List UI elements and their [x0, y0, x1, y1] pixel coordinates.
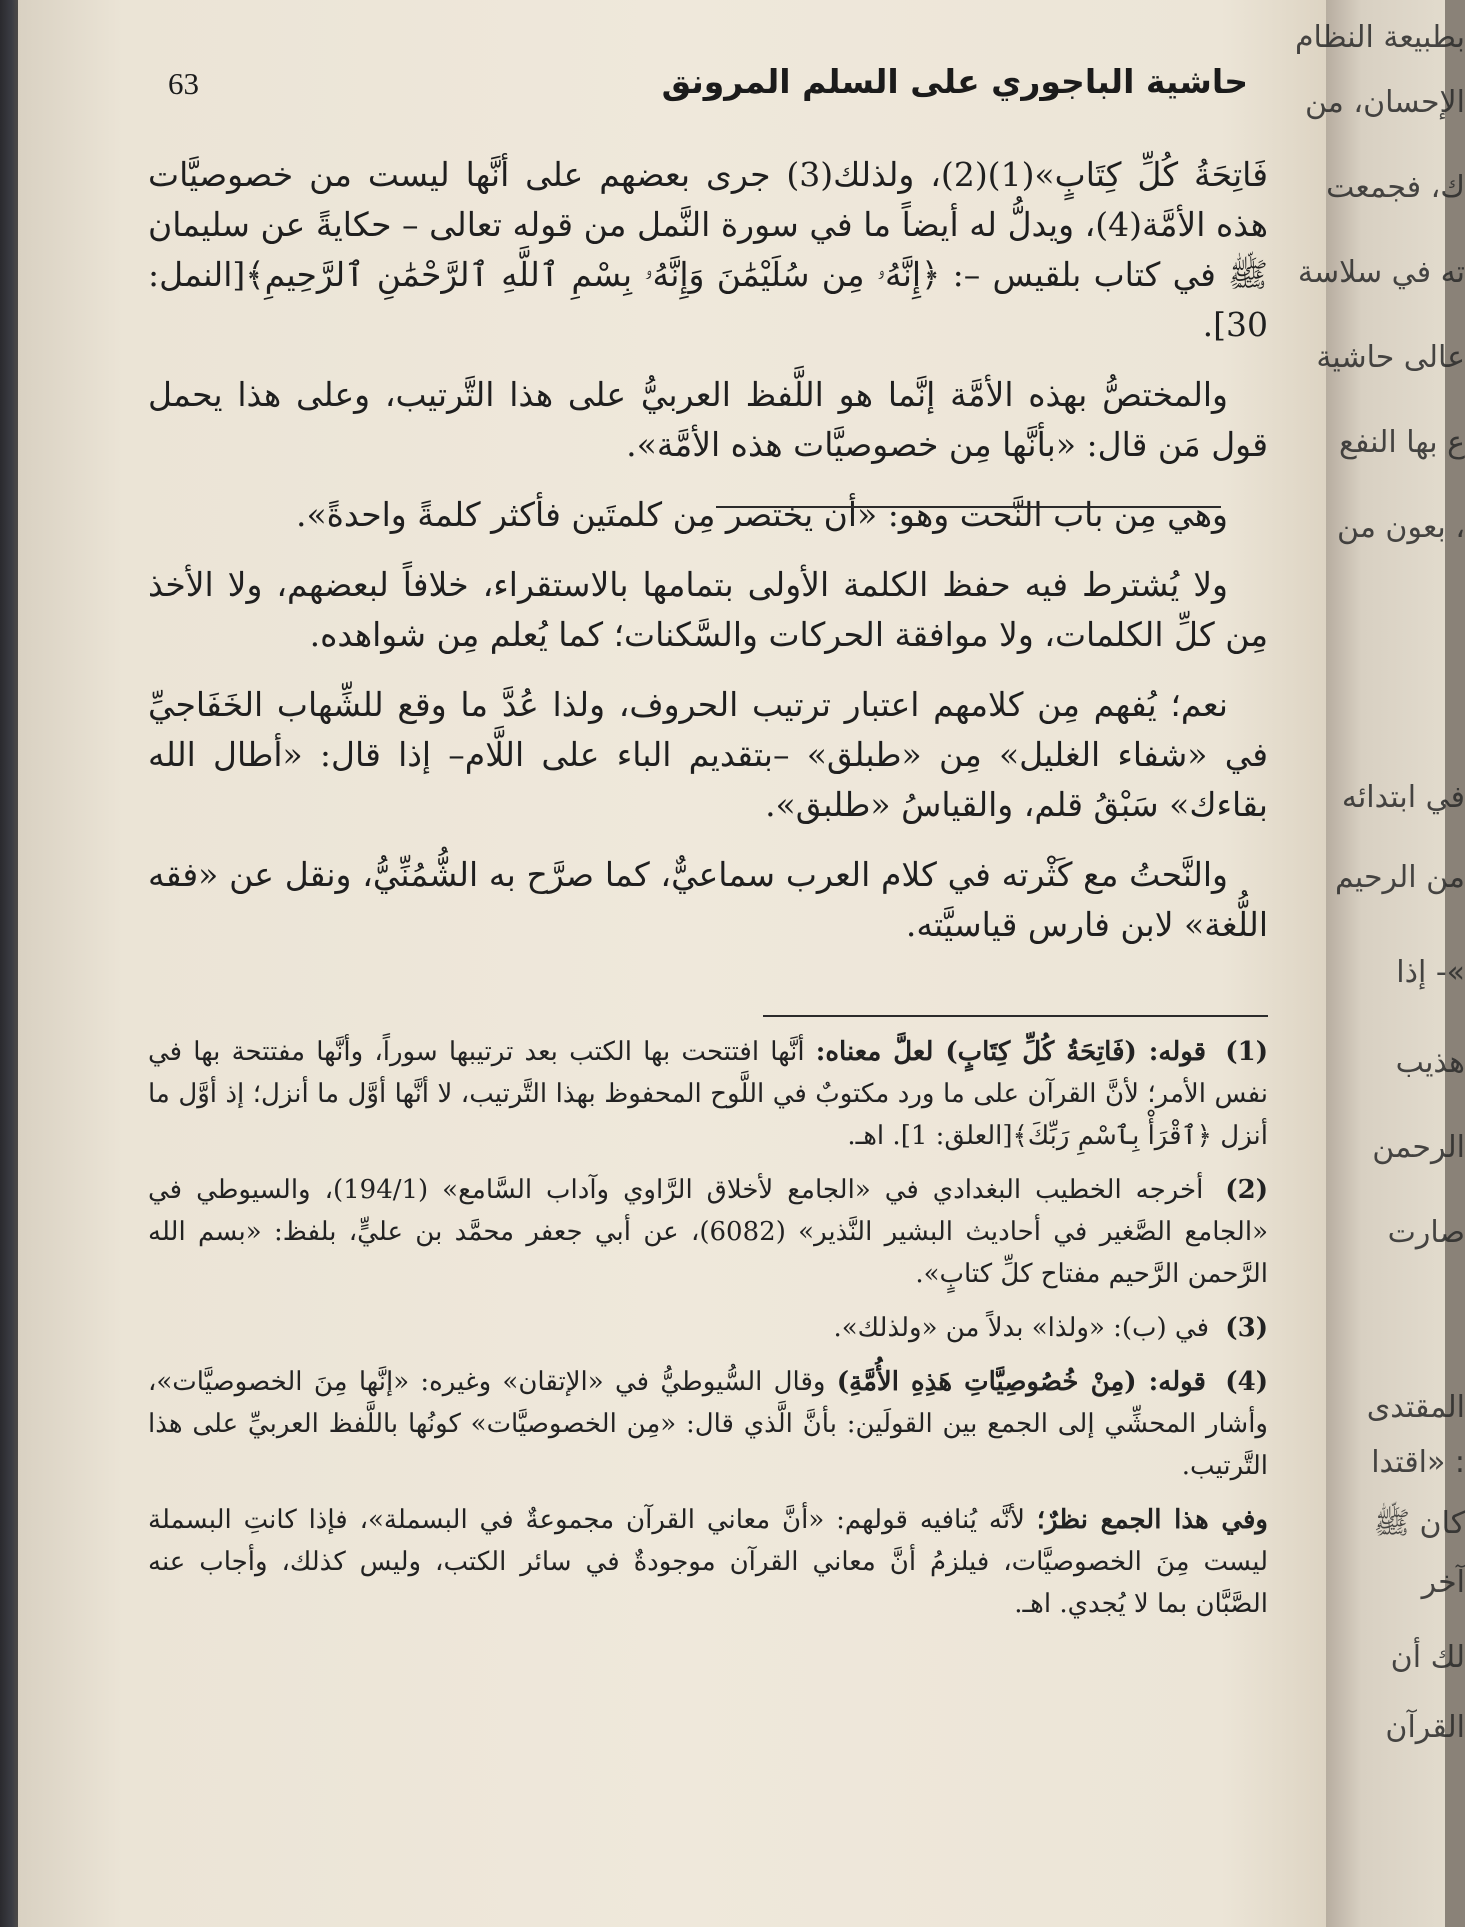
- footnote-number: (2): [1225, 1175, 1269, 1205]
- running-title: حاشية الباجوري على السلم المرونق: [661, 62, 1248, 101]
- page-header: [168, 56, 1248, 116]
- next-page-fragment: »- إذا: [1396, 955, 1465, 990]
- footnotes: [148, 1015, 1268, 1637]
- footnote: [148, 1031, 1268, 1157]
- next-page-fragment: المقتدى: [1366, 1390, 1465, 1425]
- next-page-fragment: من الرحيم: [1334, 860, 1465, 895]
- next-page-fragment: عالى حاشية: [1316, 340, 1465, 375]
- footnote-text: وقال السُّيوطيُّ في «الإتقان» وغيره: «إنَّها مِنَ الخصوصيَّات»، وأشار المحشِّي إلى الجمع بين القولَين: بأنَّ الَّذي قال: «مِن الخصوصيَّات» كونُها باللَّفظ العربيِّ على هذا التَّرتيب.: [148, 1367, 1268, 1481]
- footnote-lead: قوله: (فَاتِحَةُ كُلِّ كِتَابٍ) لعلَّ معناه:: [815, 1037, 1207, 1067]
- next-page-fragment: بطبيعة النظام: [1294, 20, 1465, 55]
- paragraph: والنَّحتُ مع كَثْرته في كلام العرب سماعيٌّ، كما صرَّح به الشُّمُنِّيُّ، ونقل عن «فقه اللُّغة» لابن فارس قياسيَّته.: [148, 855, 1268, 944]
- footnote-continuation: [148, 1499, 1268, 1625]
- footnote-number: (4): [1225, 1367, 1269, 1397]
- next-page-edge: [1294, 0, 1465, 1927]
- paragraph: والمختصُّ بهذه الأمَّة إنَّما هو اللَّفظ العربيُّ على هذا التَّرتيب، وعلى هذا يحمل قول مَن قال: «بأنَّها مِن خصوصيَّات هذه الأمَّة».: [148, 375, 1268, 464]
- footnote-text: لأنَّه يُنافيه قولهم: «أنَّ معاني القرآن مجموعةٌ في البسملة»، فإذا كانتِ البسملة ليست مِنَ الخصوصيَّات، فيلزمُ أنَّ معاني القرآن موجودةٌ في سائر الكتب، وليس كذلك، وأجاب عنه الصَّبَّان بما لا يُجدي. اهـ.: [148, 1505, 1268, 1619]
- next-page-fragment: ته في سلاسة: [1297, 255, 1465, 290]
- next-page-fragment: كان ﷺ: [1373, 1506, 1465, 1541]
- footnote-lead: قوله: (مِنْ خُصُوصِيَّاتِ هَذِهِ الأُمَّةِ): [836, 1367, 1206, 1397]
- paragraph: فَاتِحَةُ كُلِّ كِتَابٍ»(1)(2)، ولذلك(3) جرى بعضهم على أنَّها ليست من خصوصيَّات هذه الأمَّة(4)، ويدلُّ له أيضاً ما في سورة النَّمل من قوله تعالى – حكايةً عن سليمان ﷺ في كتاب بلقيس –: ﴿إِنَّهُۥ مِن سُلَيْمَٰنَ وَإِنَّهُۥ بِسْمِ ٱللَّهِ ٱلرَّحْمَٰنِ ٱلرَّحِيمِ﴾[النمل: 30].: [148, 155, 1268, 344]
- paragraph: ولا يُشترط فيه حفظ الكلمة الأولى بتمامها بالاستقراء، خلافاً لبعضهم، ولا الأخذ مِن كلِّ الكلمات، ولا موافقة الحركات والسَّكنات؛ كما يُعلم مِن شواهده.: [148, 565, 1268, 654]
- page-number: 63: [168, 66, 199, 101]
- footnote: [148, 1361, 1268, 1487]
- main-text: [148, 150, 1268, 970]
- footnote-text: في (ب): «ولذا» بدلاً من «ولذلك».: [833, 1313, 1210, 1343]
- next-page-fragment: الرحمن: [1372, 1130, 1465, 1165]
- section-rule: [716, 506, 1221, 508]
- next-page-fragment: لك أن: [1390, 1640, 1465, 1675]
- next-page-fragment: : «اقتدا: [1371, 1445, 1465, 1480]
- footnote-number: (1): [1225, 1037, 1268, 1067]
- paragraph: نعم؛ يُفهم مِن كلامهم اعتبار ترتيب الحروف، ولذا عُدَّ ما وقع للشِّهاب الخَفَاجيِّ في «شفاء الغليل» مِن «طبلق» –بتقديم الباء على اللَّام– إذا قال: «أطال الله بقاءك» سَبْقُ قلم، والقياسُ «طلبق».: [148, 685, 1268, 824]
- next-page-fragment: آخر: [1421, 1565, 1465, 1600]
- footnote-text: أنَّها افتتحت بها الكتب بعد ترتيبها سوراً، وأنَّها مفتتحة بها في نفس الأمر؛ لأنَّ القرآن على ما ورد مكتوبٌ في اللَّوح المحفوظ بهذا التَّرتيب، لا أنَّها أوَّل ما أنزل؛ إذ أوَّل ما أنزل ﴿ٱقْرَأْ بِٱسْمِ رَبِّكَ﴾[العلق: 1]. اهـ.: [148, 1037, 1268, 1151]
- footnote-number: (3): [1225, 1313, 1268, 1343]
- next-page-fragment: صارت: [1387, 1215, 1465, 1250]
- next-page-fragment: في ابتدائه: [1341, 780, 1465, 815]
- footnote-text: أخرجه الخطيب البغدادي في «الجامع لأخلاق الرَّاوي وآداب السَّامع» (194/1)، والسيوطي في «الجامع الصَّغير في أحاديث البشير النَّذير» (6082)، عن أبي جعفر محمَّد بن عليٍّ، بلفظ: «بسم الله الرَّحمن الرَّحيم مفتاح كلِّ كتابٍ».: [148, 1175, 1268, 1289]
- next-page-fragment: الإحسان، من: [1304, 85, 1465, 120]
- next-page-fragment: ك، فجمعت: [1326, 170, 1465, 205]
- footnote-separator: [763, 1015, 1268, 1017]
- next-page-fragment: ع بها النفع: [1339, 425, 1465, 460]
- book-page: [18, 0, 1326, 1927]
- paragraph: وهي مِن باب النَّحت وهو: «أن يختصر مِن كلمتَين فأكثر كلمةً واحدةً».: [295, 495, 1228, 534]
- footnote: [148, 1307, 1268, 1349]
- footnote-lead: وفي هذا الجمع نظرٌ؛: [1036, 1505, 1268, 1535]
- next-page-fragment: ، بعون من: [1336, 510, 1465, 545]
- book-spine: [0, 0, 20, 1927]
- footnote: [148, 1169, 1268, 1295]
- next-page-fragment: القرآن: [1385, 1710, 1465, 1745]
- next-page-fragment: هذيب: [1395, 1045, 1465, 1080]
